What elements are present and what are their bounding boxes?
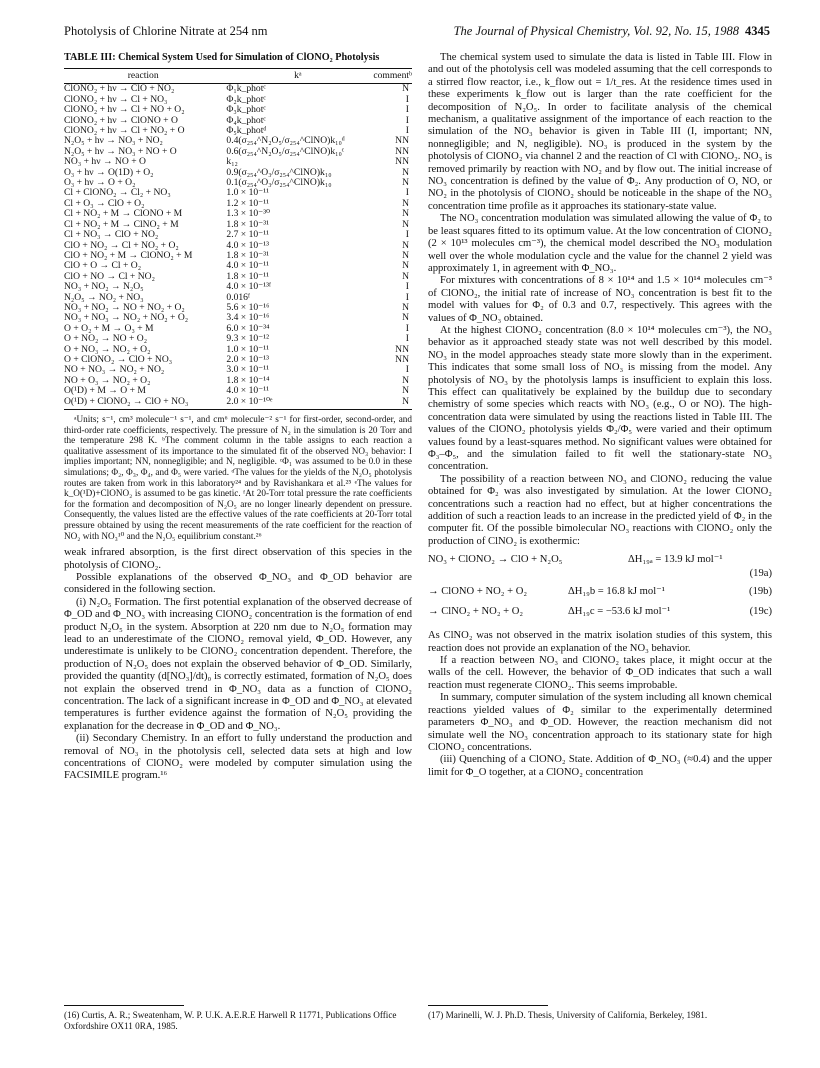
rate-cell: Φ₅k_photᵈ	[226, 125, 267, 137]
reaction-cell: O(¹D) + ClONO₂ → ClO + NO₃	[64, 397, 222, 410]
reaction-cell: O₃ + hν → O + O₂	[64, 177, 136, 189]
rate-cell: 4.0 × 10⁻¹³ᶠ	[226, 281, 272, 293]
comment-cell: N	[373, 397, 412, 410]
right-column	[428, 52, 772, 779]
reaction-cell: NO + NO₃ → NO₂ + NO₂	[64, 364, 165, 376]
table-row	[64, 282, 412, 292]
reference-17: (17) Marinelli, W. J. Ph.D. Thesis, University of California, Berkeley, 1981.	[428, 1010, 708, 1020]
rate-cell: 2.0 × 10⁻¹³	[226, 353, 270, 365]
reaction-cell: N₂O₅ + hν → NO₃ + NO + O	[64, 145, 177, 157]
reaction-cell: Cl + NO₂ + M → ClNO₂ + M	[64, 218, 179, 230]
reaction-cell: ClONO₂ + hν → Cl + NO₃	[64, 93, 168, 105]
comment-cell: I	[405, 333, 409, 345]
page-header	[64, 24, 770, 40]
reaction-cell: O + NO₃ → NO₂ + O₂	[64, 343, 151, 355]
comment-cell: I	[405, 322, 409, 334]
rate-cell: 0.6(σ₂₅₄^N₂O₅/σ₂₅₄^ClNO)k₁₀ᶜ	[226, 145, 345, 157]
running-title: Photolysis of Chlorine Nitrate at 254 nm	[64, 24, 268, 38]
comment-cell: NN	[395, 145, 409, 157]
comment-cell: N	[402, 239, 409, 251]
comment-cell: N	[402, 301, 409, 313]
rate-cell: 4.0 × 10⁻¹¹	[226, 260, 270, 272]
rate-cell: 1.8 × 10⁻³¹	[226, 249, 270, 261]
rate-cell: 3.4 × 10⁻¹⁶	[226, 312, 270, 324]
reference-16: (16) Curtis, A. R.; Sweatenham, W. P. U.K. A.E.R.E Harwell R 11771, Publications Office Oxfordshire OX11 0RA, 1985.	[64, 1010, 397, 1031]
table-footnotes: ᵃUnits; s⁻¹, cm³ molecule⁻¹ s⁻¹, and cm⁶ molecule⁻² s⁻¹ for first-order, second-order, and third-order rate coefficients, respectively. The pressure of N₂ in the simulation is 20 Torr and the temperature 298 K. ᵇThe comment column in the table assigns to each reaction a qualitative assessment of its importance to the simulated fit of the observed NO₃ behavior: I implies important; NN, nonnegligible; and N, negligible. ᶜΦ₁ was assumed to be 0.0 in these simulations; Φ₂, Φ₃, Φ₄, and Φ₅ were varied. ᵈThe values for the yields of the N₂O₅ photolysis routes are taken from work in this laboratory²⁴ and by Ravishankara et al.²⁵ ᵉThe values for k_O(¹D)+ClONO₂ is assumed to be gas kinetic. ᶠAt 20-Torr total pressure the rate coefficients for the formation and decomposition of N₂O₅ are no longer linearly dependent on pressure. Consequently, the values listed are the effective values of the rate coefficients at 20-Torr total pressure obtained by using the recent measurements of the rate coefficient for the reaction of NO₂ with NO₃¹⁰ and the N₂O₅ equilibrium constant.²⁶	[64, 414, 412, 541]
reaction-cell: Cl + ClONO₂ → Cl₂ + NO₃	[64, 187, 171, 199]
body-paragraph: If a reaction between NO₃ and ClONO₂ takes place, it might occur at the walls of the cell. However, the behavior of Φ_OD indicates that such a wall reaction must regenerate ClONO₂. This seems improbable.	[428, 655, 772, 691]
reaction-cell: NO₃ + hν → NO + O	[64, 156, 146, 168]
rate-cell: 4.0 × 10⁻¹¹	[226, 385, 270, 397]
body-paragraph: weak infrared absorption, is the first direct observation of this species in the photolysis of ClONO₂.	[64, 547, 412, 571]
body-paragraph: The NO₃ concentration modulation was simulated allowing the value of Φ₂ to be least squares fitted to its optimum value. At the low concentration of ClONO₂ (2 × 10¹³ molecules cm⁻³), the chemical model described the NO₃ modulation well over the whole modulation cycle and the value for the channel 2 yield was approximately 1, in agreement with Φ_NO₃.	[428, 213, 772, 274]
comment-cell: NN	[395, 135, 409, 147]
reaction-cell: ClO + NO₂ → Cl + NO₂ + O₂	[64, 239, 179, 251]
comment-cell: N	[402, 385, 409, 397]
footnote-rule-left	[64, 1005, 184, 1006]
comment-cell: I	[405, 125, 409, 137]
rate-cell: Φ₃k_photᶜ	[226, 104, 266, 116]
body-paragraph: (i) N₂O₅ Formation. The first potential explanation of the observed decrease of Φ_OD and Φ_NO₃ with increasing ClONO₂ concentration is the formation of end product N₂O₅ in the system. Absorption at 220 nm due to N₂O₅ formation may lead to an underestimate of the ClONO₂ removal yield, Φ_OD. However, any underestimate is unlikely to be ClONO₂ concentration dependent. Therefore, the production of N₂O₅ does not explain the observed behavior of Φ_OD. Similarly, provided the quantity (d[NO₃]/dt)₀ is correctly estimated, formation of N₂O₅ does not explain the observed trend in Φ_NO₃ data as a function of ClONO₂ concentration. The lack of a significant increase in Φ_OD and Φ_NO₃ at elevated temperatures is further evidence against the formation of N₂O₅ providing the explanation for the decrease in Φ_OD and Φ_NO₃.	[64, 596, 412, 732]
body-paragraph: The chemical system used to simulate the data is listed in Table III. Flow in and out of the photolysis cell was modeled assuming that the cell corresponds to a stirred flow reactor, i.e., k_flow out = 1/t_res. At the residence times used in these experiments k_flow out is larger than the rate coefficient for the decomposition of N₂O₅. In order to facilitate analysis of the chemical mechanism, a qualitative assignment of the importance of each reaction to the simulation of the NO₃ behavior is given in Table III (I, important; NN, nonnegligible; and N, negligible). NO₃ is produced in the system by the photolysis of ClONO₂ via channel 2 and the reaction of Cl with ClONO₂. NO₃ is removed primarily by reaction with NO₂ and by flow out. The initial increase of NO₃ concentration is defined by the value of Φ₂. Any production of O, NO, or NO₂ in the photolysis of ClONO₂ should be noticeable in the shape of the NO₃ concentration time profile as it approaches its stationary-state value.	[428, 52, 772, 212]
rate-cell: 2.7 × 10⁻¹¹	[226, 229, 270, 241]
reaction-cell: ClONO₂ + hν → ClO + NO₂	[64, 83, 175, 95]
reaction-cell: NO₃ + NO₂ → NO + NO₂ + O₂	[64, 301, 185, 313]
comment-cell: I	[405, 291, 409, 303]
equation-19b: → ClONO + NO₂ + O₂ ΔH₁₉b = 16.8 kJ mol⁻¹ (19b)	[428, 586, 772, 598]
rate-cell: 1.8 × 10⁻³¹	[226, 218, 270, 230]
body-paragraph: For mixtures with concentrations of 8 × 10¹⁴ and 1.5 × 10¹⁴ molecules cm⁻³ of ClONO₂, the initial rate of increase of NO₃ concentration is best fit to the model with values for Φ₂ of 0.3 and 0.7, respectively. This agrees with the values of Φ_NO₃ obtained.	[428, 275, 772, 324]
reaction-cell: O₃ + hν → O(1D) + O₂	[64, 166, 154, 178]
rate-cell: 1.3 × 10⁻³⁰	[226, 208, 270, 220]
reaction-cell: N₂O₅ → NO₂ + NO₃	[64, 291, 144, 303]
comment-cell: I	[405, 187, 409, 199]
comment-cell: N	[402, 312, 409, 324]
rate-cell: k₁₂	[226, 156, 238, 168]
body-paragraph: (iii) Quenching of a ClONO₂ State. Addition of Φ_NO₃ (≈0.4) and the upper limit for Φ_O together, at a ClONO₂ concentration	[428, 754, 772, 778]
header-k: kᵃ	[222, 69, 373, 84]
equation-19c: → ClNO₂ + NO₂ + O₂ ΔH₁₉c = −53.6 kJ mol⁻¹ (19c)	[428, 606, 772, 618]
rate-cell: 3.0 × 10⁻¹¹	[226, 364, 270, 376]
reaction-table	[64, 68, 412, 410]
left-column	[64, 52, 412, 783]
reaction-cell: NO₃ + NO₂ → N₂O₅	[64, 281, 144, 293]
rate-cell: 9.3 × 10⁻¹²	[226, 333, 270, 345]
comment-cell: N	[402, 374, 409, 386]
reaction-cell: ClO + NO → Cl + NO₂	[64, 270, 155, 282]
comment-cell: N	[402, 208, 409, 220]
comment-cell: NN	[395, 156, 409, 168]
comment-cell: N	[402, 270, 409, 282]
table-caption: TABLE III: Chemical System Used for Simulation of ClONO₂ Photolysis	[64, 52, 380, 63]
comment-cell: I	[405, 93, 409, 105]
reaction-cell: ClO + NO₂ + M → ClONO₂ + M	[64, 249, 193, 261]
body-paragraph: At the highest ClONO₂ concentration (8.0 × 10¹⁴ molecules cm⁻³), the NO₃ behavior as it approached steady state was not well described by this model. NO₃ in the model approaches steady state more slowly than in the experiment. This indicates that some small loss of NO₃ is missing from the model. Any photolysis of NO₃ by the photolysis lamps is insufficient to explain this loss. This effect can qualitatively be explained by the buildup due to secondary chemistry of some species which reacts with NO₃ (e.g., O or NO). The high-concentration data were simulated by using the reactions listed in Table III. The values of the ClONO₂ photolysis yields Φ₂/Φ₅ were varied and their optimum values found by a least-squares method. No significant values were obtained for Φ₃–Φ₅, and the simulation failed to fit well the stationary-state NO₃ concentration.	[428, 324, 772, 473]
body-paragraph: In summary, computer simulation of the system including all known chemical reactions yielded values of Φ₂ similar to the experimentally determined parameters Φ_NO₃ and Φ_OD. However, the reaction mechanism did not simulate well the NO₃ concentration approach to its stationary state for high ClONO₂ concentrations.	[428, 692, 772, 753]
equation-19a: NO₃ + ClONO₂ → ClO + N₂O₅ ΔH₁₉ₐ = 13.9 kJ mol⁻¹ (19a)	[428, 554, 772, 580]
header-reaction: reaction	[64, 69, 222, 84]
comment-cell: N	[402, 218, 409, 230]
table-row	[64, 334, 412, 344]
rate-cell: 0.1(σ₂₅₄^O₃/σ₂₅₄^ClNO)k₁₀	[226, 177, 332, 189]
body-paragraph: (ii) Secondary Chemistry. In an effort to fully understand the production and removal of NO₃ in the photolysis cell, selected data sets at high and low concentrations of ClONO₂ were modeled by computer simulation using the FACSIMILE program.¹⁶	[64, 733, 412, 782]
rate-cell: Φ₄k_photᶜ	[226, 114, 266, 126]
page-number: 4345	[745, 24, 770, 38]
reaction-cell: ClONO₂ + hν → Cl + NO₂ + O	[64, 125, 185, 137]
reaction-cell: NO₃ + NO₃ → NO₂ + NO₂ + O₂	[64, 312, 189, 324]
comment-cell: I	[405, 281, 409, 293]
comment-cell: N	[402, 197, 409, 209]
rate-cell: Φ₁k_photᶜ	[226, 83, 266, 95]
comment-cell: NN	[395, 343, 409, 355]
comment-cell: N	[402, 249, 409, 261]
journal-citation: The Journal of Physical Chemistry, Vol. 92, No. 15, 1988 4345	[453, 24, 770, 38]
comment-cell: N	[402, 83, 409, 95]
rate-cell: 1.8 × 10⁻¹¹	[226, 270, 270, 282]
rate-cell: 0.016ᶠ	[226, 291, 250, 303]
reaction-cell: O + NO₂ → NO + O₂	[64, 333, 148, 345]
reaction-cell: ClONO₂ + hν → ClONO + O	[64, 114, 178, 126]
table-row	[64, 230, 412, 240]
rate-cell: 1.0 × 10⁻¹¹	[226, 187, 270, 199]
comment-cell: I	[405, 114, 409, 126]
rate-cell: 1.8 × 10⁻¹⁴	[226, 374, 270, 386]
rate-cell: 5.6 × 10⁻¹⁶	[226, 301, 270, 313]
comment-cell: N	[402, 177, 409, 189]
comment-cell: N	[402, 166, 409, 178]
reaction-cell: N₂O₅ + hν → NO₃ + NO₂	[64, 135, 163, 147]
table-row	[64, 397, 412, 410]
reaction-cell: NO + O₃ → NO₂ + O₂	[64, 374, 151, 386]
reaction-cell: Cl + O₃ → ClO + O₂	[64, 197, 145, 209]
reaction-cell: O(¹D) + M → O + M	[64, 385, 146, 397]
reaction-cell: O + ClONO₂ → ClO + NO₃	[64, 353, 173, 365]
comment-cell: I	[405, 364, 409, 376]
reaction-cell: Cl + NO₃ → ClO + NO₂	[64, 229, 159, 241]
body-paragraph: The possibility of a reaction between NO₃ and ClONO₂ reducing the value obtained for Φ₂ was also investigated by simulation. At the lower ClONO₂ concentrations such a reaction had no effect, but at higher concentrations the addition of such a reaction leads to an increase in the predicted yield of Φ₂ in the computer fit. Of the possible bimolecular NO₃ reactions with ClONO₂ only the production of ClNO₂ is exothermic:	[428, 473, 772, 547]
comment-cell: I	[405, 229, 409, 241]
reaction-cell: Cl + NO₂ + M → ClONO + M	[64, 208, 183, 220]
rate-cell: 0.9(σ₂₅₄^O₃/σ₂₅₄^ClNO)k₁₀	[226, 166, 332, 178]
header-comment: commentᵇ	[373, 69, 412, 84]
comment-cell: I	[405, 104, 409, 116]
footnote-rule-right	[428, 1005, 548, 1006]
body-paragraph: As ClNO₂ was not observed in the matrix isolation studies of this system, this reaction does not provide an explanation of the NO₃ behavior.	[428, 630, 772, 654]
rate-cell: 6.0 × 10⁻³⁴	[226, 322, 270, 334]
table-header-row	[64, 69, 412, 84]
rate-cell: 1.0 × 10⁻¹¹	[226, 343, 270, 355]
rate-cell: 2.0 × 10⁻¹⁰ᵉ	[222, 397, 373, 410]
rate-cell: 0.4(σ₂₅₄^N₂O₅/σ₂₅₄^ClNO)k₁₀ᵈ	[226, 135, 345, 147]
reaction-cell: O + O₂ + M → O₃ + M	[64, 322, 154, 334]
rate-cell: 1.2 × 10⁻¹¹	[226, 197, 270, 209]
reaction-cell: ClONO₂ + hν → Cl + NO + O₂	[64, 104, 185, 116]
comment-cell: N	[402, 260, 409, 272]
body-paragraph: Possible explanations of the observed Φ_NO₃ and Φ_OD behavior are considered in the following section.	[64, 571, 412, 596]
rate-cell: 4.0 × 10⁻¹³	[226, 239, 270, 251]
reaction-cell: ClO + O → Cl + O₂	[64, 260, 142, 272]
comment-cell: NN	[395, 353, 409, 365]
rate-cell: Φ₂k_photᶜ	[226, 93, 266, 105]
